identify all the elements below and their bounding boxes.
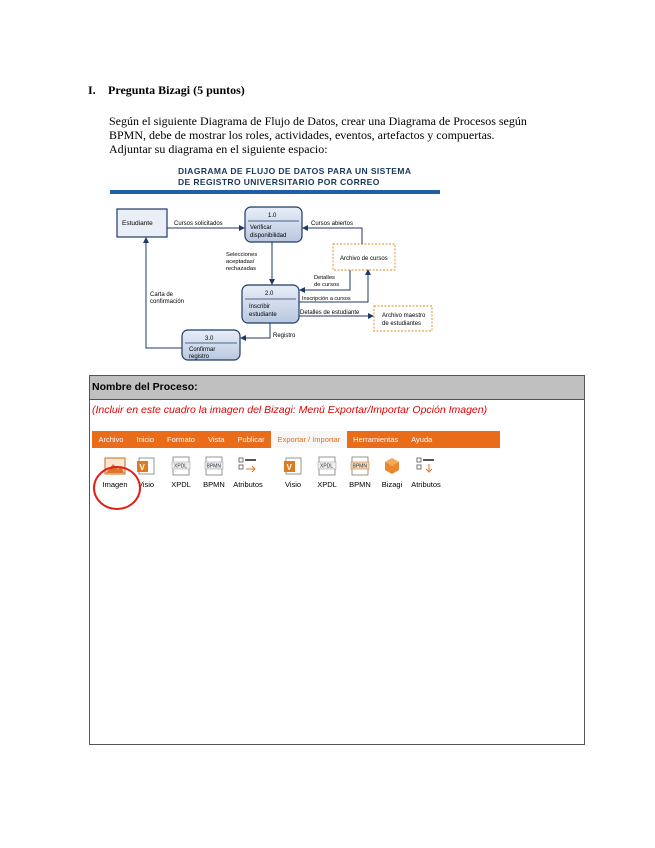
flow-inscripcion-label: Inscripción a cursos bbox=[302, 296, 351, 302]
ribbon-tabs bbox=[92, 431, 500, 448]
tab-exportar-importar[interactable]: Exportar / Importar bbox=[271, 431, 347, 448]
import-atributos-button[interactable] bbox=[409, 456, 443, 489]
flow-selecciones-line-3: rechazadas bbox=[226, 266, 256, 272]
svg-text:XPDL: XPDL bbox=[320, 463, 334, 470]
tab-archivo[interactable]: Archivo bbox=[98, 435, 124, 444]
xpdl-import-icon bbox=[316, 456, 338, 476]
ribbon-tools bbox=[92, 448, 500, 509]
question-title: Pregunta Bizagi (5 puntos) bbox=[108, 83, 245, 97]
bizagi-icon bbox=[382, 456, 402, 476]
process-2-number: 2.0 bbox=[265, 291, 274, 297]
flow-cursos-solicitados-label: Cursos solicitados bbox=[174, 221, 223, 227]
instruction-line-2: BPMN, debe de mostrar los roles, actividades, eventos, artefactos y compuertas. bbox=[109, 128, 495, 142]
dfd-title-bar bbox=[110, 190, 440, 194]
datastore-estudiantes-line-2: de estudiantes bbox=[382, 321, 422, 327]
process-1-number: 1.0 bbox=[268, 213, 277, 219]
export-xpdl-button[interactable] bbox=[164, 456, 198, 489]
export-atributos-button[interactable] bbox=[231, 456, 265, 489]
imagen-highlight-circle bbox=[93, 466, 141, 510]
tab-publicar[interactable]: Publicar bbox=[237, 435, 265, 444]
process-1-line-2: disponibilidad bbox=[250, 233, 287, 239]
import-bpmn-label: BPMN bbox=[349, 480, 371, 489]
attributes-export-icon bbox=[237, 456, 259, 476]
import-atributos-label: Atributos bbox=[411, 480, 441, 489]
process-2-line-1: Inscribir bbox=[249, 304, 271, 310]
flow-selecciones-line-1: Selecciones bbox=[226, 252, 258, 258]
svg-text:V: V bbox=[286, 463, 292, 472]
process-3-number: 3.0 bbox=[205, 336, 214, 342]
svg-text:BPMN: BPMN bbox=[206, 463, 221, 470]
tab-inicio[interactable]: Inicio bbox=[136, 435, 155, 444]
tab-formato[interactable]: Formato bbox=[167, 435, 195, 444]
instruction-line-3: Adjuntar su diagrama en el siguiente espacio: bbox=[109, 142, 328, 156]
export-bpmn-label: BPMN bbox=[203, 480, 225, 489]
visio-icon bbox=[136, 456, 156, 476]
datastore-estudiantes-line-1: Archivo maestro bbox=[382, 313, 426, 319]
import-bizagi-button[interactable] bbox=[375, 456, 409, 489]
import-bpmn-button[interactable] bbox=[343, 456, 377, 489]
dfd-title-line-1: DIAGRAMA DE FLUJO DE DATOS PARA UN SISTEMA bbox=[178, 166, 412, 176]
dfd-title-line-2: DE REGISTRO UNIVERSITARIO POR CORREO bbox=[178, 177, 380, 187]
flow-carta-line-1: Carta de bbox=[150, 292, 174, 298]
question-heading bbox=[88, 83, 245, 98]
process-2-line-2: estudiante bbox=[249, 312, 277, 318]
process-1-line-1: Verificar bbox=[250, 225, 272, 231]
bizagi-ribbon bbox=[92, 431, 500, 509]
bpmn-import-icon bbox=[349, 456, 371, 476]
import-bizagi-label: Bizagi bbox=[381, 480, 403, 489]
process-instruction-note: (Incluir en este cuadro la imagen del Bizagi: Menú Exportar/Importar Opción Imagen) bbox=[92, 404, 488, 416]
question-instructions bbox=[109, 114, 569, 156]
process-answer-box bbox=[89, 375, 585, 745]
import-visio-label: Visio bbox=[284, 480, 302, 489]
dfd-canvas bbox=[110, 166, 440, 362]
tab-ayuda[interactable]: Ayuda bbox=[411, 435, 433, 444]
process-3-line-1: Confirmar bbox=[189, 347, 216, 353]
flow-carta-line-2: confirmación bbox=[150, 299, 185, 305]
flow-registro bbox=[241, 323, 270, 338]
import-xpdl-label: XPDL bbox=[317, 480, 337, 489]
export-xpdl-label: XPDL bbox=[171, 480, 191, 489]
xpdl-icon bbox=[170, 456, 192, 476]
process-3-line-2: registro bbox=[189, 354, 210, 360]
visio-import-icon bbox=[283, 456, 303, 476]
flow-cursos-abiertos bbox=[303, 228, 362, 244]
tab-vista[interactable]: Vista bbox=[207, 435, 225, 444]
flow-cursos-abiertos-label: Cursos abiertos bbox=[311, 221, 354, 227]
entity-label: Estudiante bbox=[122, 220, 153, 227]
attributes-import-icon bbox=[415, 456, 437, 476]
flow-detalles-cursos-line-1: Detalles bbox=[314, 275, 335, 281]
export-visio-label: Visio bbox=[137, 480, 155, 489]
datastore-cursos-label: Archivo de cursos bbox=[340, 256, 388, 262]
question-number: I. bbox=[88, 83, 96, 97]
process-name-header: Nombre del Proceso: bbox=[90, 376, 584, 400]
export-imagen-label: Imagen bbox=[102, 480, 128, 489]
import-visio-button[interactable] bbox=[276, 456, 310, 489]
instruction-line-1: Según el siguiente Diagrama de Flujo de Datos, crear una Diagrama de Procesos según bbox=[109, 114, 527, 128]
export-bpmn-button[interactable] bbox=[197, 456, 231, 489]
svg-text:XPDL: XPDL bbox=[174, 463, 188, 470]
svg-text:BPMN: BPMN bbox=[352, 463, 367, 470]
import-xpdl-button[interactable] bbox=[310, 456, 344, 489]
export-atributos-label: Atributos bbox=[233, 480, 263, 489]
data-flow-diagram bbox=[110, 166, 440, 362]
flow-detalles-cursos-line-2: de cursos bbox=[314, 282, 340, 288]
flow-registro-label: Registro bbox=[273, 333, 296, 339]
flow-detalles-estudiante-label: Detalles de estudiante bbox=[300, 310, 360, 316]
tab-herramientas[interactable]: Herramientas bbox=[353, 435, 399, 444]
flow-selecciones-line-2: aceptadas/ bbox=[226, 259, 255, 265]
bpmn-icon bbox=[203, 456, 225, 476]
svg-text:V: V bbox=[139, 463, 145, 472]
